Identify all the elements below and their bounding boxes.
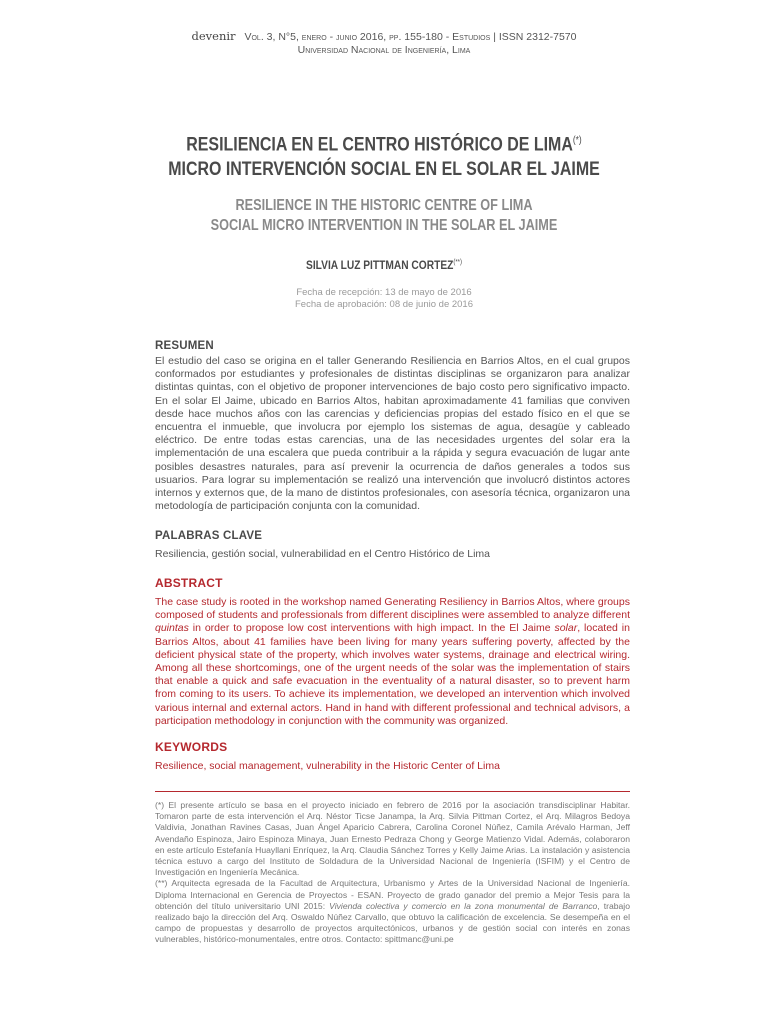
abstract-text: The case study is rooted in the workshop named Generating Resiliency in Barrios Altos, where groups composed of students and professionals from different disciplines were assembled to analyze different quintas in order to propose low cost interventions with high impact. In the El Jaime solar, located in Barrios Altos, about 41 families have been living for many years suffering poverty, affected by the deficient physical state of the property, which involves water systems, drainage and electrical wiring. Among all these shortcomings, one of the urgent needs of the solar was the implementation of stairs that enable a quick and safe evacuation in the eventuality of a natural disaster, so to prevent harm from coming to its users. To achieve its implementation, we developed an intervention which involved various internal and external actors. Hand in hand with different professional and technical advisors, a participation methodology in conjunction with the community was organized. (155, 596, 630, 727)
title-spanish-line-2: MICRO INTERVENCIÓN SOCIAL EN EL SOLAR EL JAIME (168, 159, 600, 181)
title-english-line-1: RESILIENCE IN THE HISTORIC CENTRE OF LIMA (235, 197, 533, 214)
author-name: SILVIA LUZ PITTMAN CORTEZ (306, 258, 454, 272)
title-footnote-marker[interactable]: (*) (572, 135, 582, 146)
palabras-clave-text: Resiliencia, gestión social, vulnerabilidad en el Centro Histórico de Lima (155, 548, 491, 560)
footnote-2: (**) Arquitecta egresada de la Facultad de Arquitectura, Urbanismo y Artes de la Universidad Nacional de Ingeniería. Diploma Internacional en Gerencia de Proyectos - ESAN. Proyecto de grado ganador del premio a Mejor Tesis para la obtención del título universitario UNI 2015: Vivienda colectiva y comercio en la zona monumental de Barranco, trabajo realizado bajo la dirección del Arq. Oswaldo Núñez Carvallo, que obtuvo la calificación de excelencia. Se desempeña en el campo de propuestas y desarrollo de proyectos arquitectónicos, urbanos y de gestión social con interés en zonas vulnerables, histórico-monumentales, entre otros. Contacto: spittmanc@uni.pe (155, 878, 630, 945)
title-english-line-2: SOCIAL MICRO INTERVENTION IN THE SOLAR EL JAIME (210, 217, 558, 234)
author (143, 258, 626, 272)
title-spanish (145, 128, 622, 182)
journal-issue-info: Vol. 3, N°5, enero - junio 2016, pp. 155-180 - Estudios | ISSN 2312-7570 (244, 31, 577, 43)
footnotes (155, 800, 630, 946)
journal-header (0, 30, 768, 57)
header-line-1 (0, 30, 768, 44)
palabras-clave-heading: PALABRAS CLAVE (155, 530, 263, 542)
resumen-section (155, 340, 630, 513)
journal-brand: devenir (191, 29, 236, 43)
title-spanish-line-1: RESILIENCIA EN EL CENTRO HISTÓRICO DE LIMA(*) (186, 134, 582, 156)
title-english (151, 196, 617, 236)
keywords-heading: KEYWORDS (155, 740, 228, 754)
journal-university: Universidad Nacional de Ingeniería, Lima (297, 44, 471, 56)
resumen-text: El estudio del caso se origina en el taller Generando Resiliencia en Barrios Altos, en el cual grupos conformados por estudiantes y profesionales de distintas disciplinas se organizaron para analizar distintas quintas, con el objetivo de proponer intervenciones de bajo costo pero significativo impacto. En el solar El Jaime, ubicado en Barrios Altos, habitan aproximadamente 41 familias que conviven desde hace muchos años con las carencias y deficiencias propias del estado físico en el que se encuentra el inmueble, que involucra por ejemplo los sistemas de agua, desagüe y cableado eléctrico. De entre todas estas carencias, una de las necesidades urgentes del solar era la implementación de una escalera que pueda contribuir a la rápida y segura evacuación de lugar ante posibles desastres naturales, para así prevenir la ocurrencia de daños generales a todos sus usuarios. Para lograr su implementación se realizó una intervención que involucró distintos actores internos y externos que, de la mano de distintos profesionales, con asesoría técnica, organizaron una metodología de participación conjunta con la comunidad. (155, 355, 630, 513)
author-footnote-marker[interactable]: (**) (453, 259, 462, 266)
keywords-section (155, 740, 630, 773)
abstract-section (155, 576, 630, 728)
submission-dates (100, 287, 668, 311)
date-approved: Fecha de aprobación: 08 de junio de 2016 (295, 299, 473, 310)
footnote-1: (*) El presente artículo se basa en el proyecto iniciado en febrero de 2016 por la asociación transdisciplinar Habitar. Tomaron parte de esta intervención el Arq. Néstor Ticse Janampa, la Arq. Silvia Pittman Cortez, el Arq. Milagros Bedoya Valdivia, Jonathan Ravines Casas, Juan Ángel Aparicio Cabrera, Carolina Coronel Núñez, Camila Arévalo Harman, Jeff Avendaño Espinoza, Jairo Espinoza Minaya, Juan Ernesto Pedraza Chong y George Matienzo Vidal. Además, colaboraron en este artículo Estefanía Huayllani Enríquez, la Arq. Claudia Sánchez Torres y Kelly Jaime Arias. La instalación y asistencia técnica estuvo a cargo del Instituto de Soldadura de la Universidad Nacional de Ingeniería (ISFIM) y el Centro de Investigación en Ingeniería Mecánica. (155, 800, 630, 878)
palabras-clave-section (155, 530, 630, 561)
footnote-divider (155, 791, 630, 792)
resumen-heading: RESUMEN (155, 340, 214, 352)
abstract-heading: ABSTRACT (155, 576, 223, 590)
keywords-text: Resilience, social management, vulnerability in the Historic Center of Lima (155, 760, 500, 772)
date-received: Fecha de recepción: 13 de mayo de 2016 (296, 287, 472, 298)
